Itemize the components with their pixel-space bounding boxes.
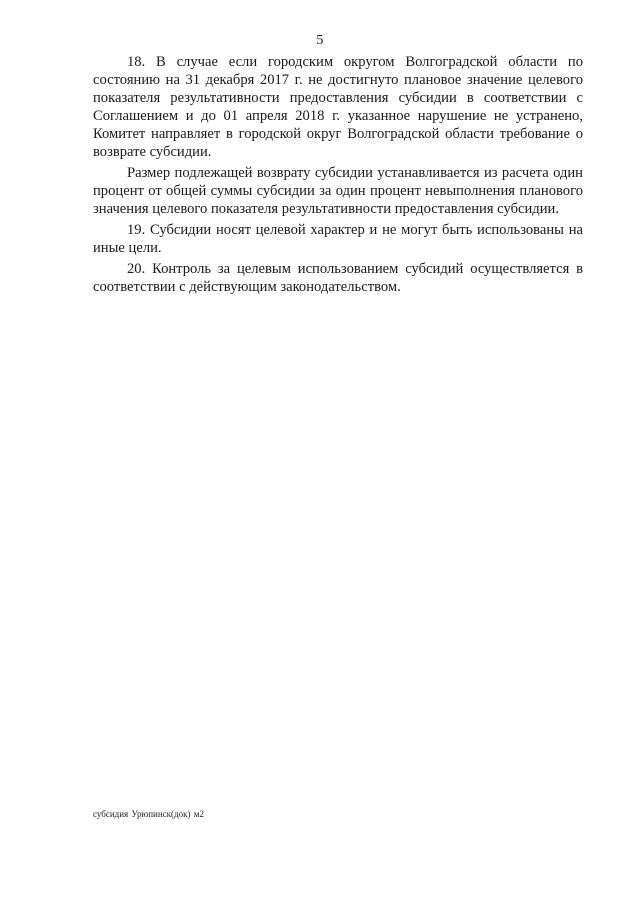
paragraph-18: 18. В случае если городским округом Волгоградской области по состоянию на 31 декабря 2017 г. не достигнуто плановое значение целевого показателя результативности предоставления субсидии в соответствии с Соглашением и до 01 апреля 2018 г. указанное нарушение не устранено, Комитет направляет в городской округ Волгоградской области требование о возврате субсидии.: [93, 54, 583, 160]
page-number: 5: [316, 33, 324, 48]
paragraph-19: 19. Субсидии носят целевой характер и не могут быть использованы на иные цели.: [93, 222, 583, 256]
paragraph-refund-amount: Размер подлежащей возврату субсидии устанавливается из расчета один процент от общей суммы субсидии за один процент невыполнения планового значения целевого показателя результативности предоставления субсидии.: [93, 165, 583, 217]
paragraph-20: 20. Контроль за целевым использованием субсидий осуществляется в соответствии с действующим законодательством.: [93, 261, 583, 295]
footer-file-label: субсидия Урюпинск(док) м2: [93, 809, 204, 819]
document-body: [93, 53, 583, 296]
